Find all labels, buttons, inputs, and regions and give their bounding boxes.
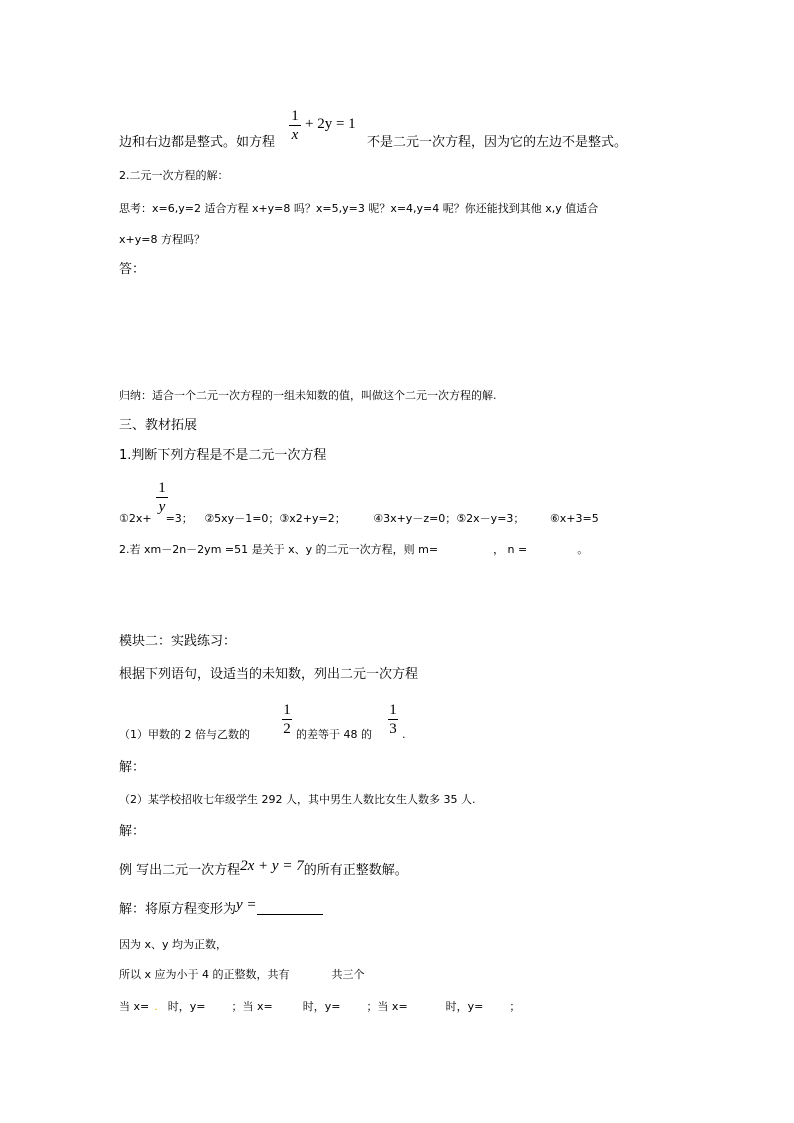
when-f: 时，y= <box>445 1000 484 1013</box>
p1-pre: （1）甲数的 2 倍与乙数的 <box>119 728 250 741</box>
when-g: ； <box>509 1000 521 1013</box>
when-b: 时，y= <box>167 1000 206 1013</box>
fraction-denominator: 2 <box>283 721 291 737</box>
fraction-bar <box>388 719 398 720</box>
q1-title: 1.判断下列方程是不是二元一次方程 <box>119 448 327 463</box>
equation-rest <box>305 116 356 132</box>
when-e: ；当 x= <box>366 1000 408 1013</box>
fraction-1-over-3 <box>388 702 398 737</box>
q1-items <box>119 511 599 527</box>
line1-prefix: 边和右边都是整式。如方程 <box>119 135 276 150</box>
module2-title: 模块二：实践练习： <box>119 634 237 649</box>
when-a: 当 x= <box>119 1000 150 1013</box>
p2: （2）某学校招收七年级学生 292 人，其中男生人数比女生人数多 35 人. <box>119 793 476 806</box>
answer-label: 答： <box>119 262 146 277</box>
solution-lhs: y = <box>236 897 257 913</box>
line1-suffix-text: 不是二元一次方程，因为它的左边不是整式。 <box>367 135 628 150</box>
example-post: 的所有正整数解。 <box>303 863 408 878</box>
fraction-numerator: 1 <box>291 108 299 124</box>
so-end: 共三个 <box>331 968 365 981</box>
think-line-1: 思考：x=6,y=2 适合方程 x+y=8 吗？x=5,y=3 呢？x=4,y=4 呢？你还能找到其他 x,y 值适合 <box>119 202 599 215</box>
paragraph-line-1 <box>119 135 275 151</box>
q1-item-6: ⑥x+3=5 <box>549 512 599 525</box>
when-c: ；当 x= <box>231 1000 273 1013</box>
fraction-bar <box>289 125 301 126</box>
example-equation: 2x + y = 7 <box>240 858 304 874</box>
so-line <box>119 967 365 983</box>
fraction-denominator: 3 <box>389 721 397 737</box>
fraction-denominator: y <box>158 499 166 515</box>
solve-label-2: 解： <box>119 824 146 839</box>
example-pre: 例 写出二元一次方程 <box>119 863 241 878</box>
q2-text: 2.若 xm－2n－2ym =51 是关于 x、y 的二元一次方程，则 m= <box>119 543 439 556</box>
fraction-1-over-2 <box>282 702 292 737</box>
q1-item-1-pre: ①2x+ <box>119 512 152 525</box>
section3-title: 三、教材拓展 <box>119 418 198 433</box>
fraction-numerator: 1 <box>283 702 291 718</box>
solve-label-1: 解： <box>119 760 146 775</box>
when-dot: . <box>154 1000 158 1013</box>
line1-suffix <box>367 135 627 151</box>
summary: 归纳：适合一个二元一次方程的一组未知数的值，叫做这个二元一次方程的解. <box>119 389 497 402</box>
q1-item-2: ②5xy－1=0； <box>204 512 280 525</box>
section2-title: 2.二元一次方程的解： <box>119 169 229 182</box>
fraction-numerator: 1 <box>389 702 397 718</box>
solution-line <box>119 897 323 918</box>
so-text: 所以 x 应为小于 4 的正整数，共有 <box>119 968 290 981</box>
when-d: 时，y= <box>302 1000 341 1013</box>
practice-intro: 根据下列语句，设适当的未知数，列出二元一次方程 <box>119 667 419 682</box>
q1-item-1-post: =3； <box>165 512 193 525</box>
fraction-bar <box>156 497 168 498</box>
fraction-bar <box>282 719 292 720</box>
q2-n-label: ， n = <box>493 543 528 556</box>
fraction-numerator: 1 <box>158 480 166 496</box>
when-line <box>119 999 520 1015</box>
q1-item-4: ④3x+y－z=0； <box>373 512 457 525</box>
q2 <box>119 542 588 558</box>
p1-mid: 的差等于 48 的 <box>296 728 372 741</box>
because-line: 因为 x、y 均为正数， <box>119 938 228 951</box>
fraction-denominator: x <box>291 127 299 143</box>
fraction-1-over-x <box>289 108 301 143</box>
solution-pre: 解：将原方程变形为 <box>119 902 237 917</box>
fraction-1-over-y <box>156 480 168 515</box>
q2-end: 。 <box>577 543 589 556</box>
p1-end: . <box>402 728 406 741</box>
q1-item-5: ⑤2x－y=3； <box>456 512 525 525</box>
example <box>119 858 408 879</box>
answer-blank[interactable] <box>257 914 323 915</box>
equation-rest-text: + 2y = 1 <box>305 116 356 132</box>
q1-item-3: ③x2+y=2； <box>279 512 346 525</box>
think-line-2: x+y=8 方程吗？ <box>119 233 205 246</box>
